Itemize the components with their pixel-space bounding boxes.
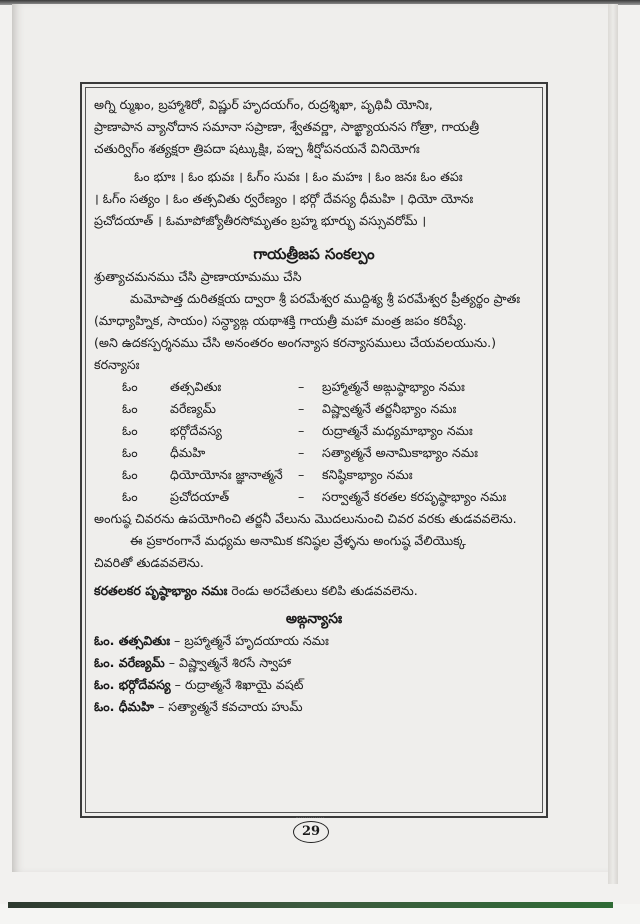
om-syllable: ఓం xyxy=(122,379,138,394)
karanyasa-row xyxy=(94,442,534,464)
nyasa-meaning: బ్రహ్మాత్మనే అఙ్గుష్ఠాభ్యాం నమః xyxy=(322,379,465,394)
mantra-part: ప్రచోదయాత్ xyxy=(170,489,230,504)
om-syllable: ఓం xyxy=(122,423,138,438)
nyasa-meaning: రుద్రాత్మనే మధ్యమాభ్యాం నమః xyxy=(322,423,473,438)
anganyasa-row xyxy=(94,696,534,718)
anganyasa-meaning: – బ్రహ్మాత్మనే హృదయాయ నమః xyxy=(170,633,329,648)
om-syllable: ఓం xyxy=(122,445,138,460)
nyasa-meaning: సత్యాత్మనే అనామికాభ్యాం నమః xyxy=(322,445,478,460)
karanyasa-label: కరన్యాసః xyxy=(94,357,140,372)
text-frame xyxy=(80,82,548,818)
sankalpam-line: మమోపాత్త దురితక్షయ ద్వారా శ్రీ పరమేశ్వర ముద్దిశ్య శ్రీ పరమేశ్వర ప్రీత్యర్థం ప్రాతః xyxy=(130,291,521,306)
om-syllable: ఓం xyxy=(122,401,138,416)
anganyasa-row xyxy=(94,630,534,652)
karatala-line xyxy=(94,580,534,602)
separator-dash: – xyxy=(298,401,305,416)
anganyasa-mantra: ఓం. వరేణ్యమ్ xyxy=(94,655,165,670)
sankalpam-line: (అని ఉదకస్పర్శనము చేసి అనంతరం అంగన్యాస కరన్యాసములు చేయవలయును.) xyxy=(94,335,496,350)
sankalpam-line: శ్రుత్యాచమనము చేసి ప్రాణాయామము చేసి xyxy=(94,269,302,284)
mantra-part: ధీమహి xyxy=(170,445,206,460)
separator-dash: – xyxy=(298,379,305,394)
intro-line: అగ్ని ర్ముఖం, బ్రహ్మాశిరో, విష్ణుర్ హృదయగ్ం, రుద్రశ్శిఖా, పృథివీ యోనిః, xyxy=(94,97,433,112)
mantra-line: ప్రచోదయాత్ । ఓమాపోజ్యోతీరసోమృతం బ్రహ్మ భూర్భు వస్సువరోమ్ । xyxy=(94,213,427,228)
karanyasa-row xyxy=(94,376,534,398)
karatala-instruction: రెండు అరచేతులు కలిపి తుడవవలెను. xyxy=(227,583,418,598)
separator-dash: – xyxy=(298,489,305,504)
instruction-line: ఈ ప్రకారంగానే మధ్యమ అనామిక కనిష్ఠల వ్రేళ్ళను అంగుష్ఠ వేలియొక్క xyxy=(130,533,466,548)
mantra-line: ఓం భూః । ఓం భువః । ఓగ్ం సువః । ఓం మహః । ఓం జనః ఓం తపః xyxy=(134,169,463,184)
nyasa-meaning: కనిష్ఠికాభ్యాం నమః xyxy=(322,467,413,482)
separator-dash: – xyxy=(298,423,305,438)
page-number: 29 xyxy=(293,821,329,843)
anganyasa-heading: అఙ్గన్యాసః xyxy=(285,611,343,627)
nyasa-meaning: విష్ణ్వాత్మనే తర్జనీభ్యాం నమః xyxy=(322,401,457,416)
instruction-line: చివరితో తుడవవలెను. xyxy=(94,555,204,570)
anganyasa-meaning: – సత్యాత్మనే కవచాయ హుమ్ xyxy=(153,699,303,714)
mantra-part: ధియోయోనః జ్ఞానాత్మనే xyxy=(170,467,283,482)
separator-dash: – xyxy=(298,467,305,482)
karanyasa-row xyxy=(94,398,534,420)
karanyasa-row xyxy=(94,464,534,486)
om-syllable: ఓం xyxy=(122,489,138,504)
anganyasa-row xyxy=(94,674,534,696)
page-number-ornament xyxy=(296,817,324,818)
mantra-part: భర్గోదేవస్య xyxy=(170,423,222,438)
anganyasa-mantra: ఓం. భర్గోదేవస్య xyxy=(94,677,171,692)
sankalpam-line: (మాధ్యాహ్నిక, సాయం) సన్ధ్యాఙ్గ యథాశక్తి గాయత్రీ మహా మంత్ర జపం కరిష్యే. xyxy=(94,313,467,328)
separator-dash: – xyxy=(298,445,305,460)
anganyasa-mantra: ఓం. ధీమహి xyxy=(94,699,154,714)
anganyasa-meaning: – రుద్రాత్మనే శిఖాయై వషట్ xyxy=(170,677,304,692)
anganyasa-mantra: ఓం. తత్సవితుః xyxy=(94,633,171,648)
book-cover-edge xyxy=(8,902,613,908)
mantra-line: । ఓగ్ం సత్యం । ఓం తత్సవితు ర్వరేణ్యం । భర్గో దేవస్య ధీమహి । ధియో యోనః xyxy=(94,191,474,206)
page-stack-edge xyxy=(608,4,618,884)
karanyasa-row xyxy=(94,486,534,508)
mantra-part: వరేణ్యమ్ xyxy=(170,401,216,416)
intro-line: చతుర్విగ్ం శత్యక్షరా త్రిపదా షట్కుక్షిః, పఞ్చ శీర్షోపనయనే వినియోగః xyxy=(94,141,420,156)
text-frame-inner xyxy=(85,87,543,813)
anganyasa-meaning: – విష్ణ్వాత్మనే శిరసే స్వాహా xyxy=(164,655,291,670)
mantra-part: తత్సవితుః xyxy=(170,379,222,394)
om-syllable: ఓం xyxy=(122,467,138,482)
nyasa-meaning: సర్వాత్మనే కరతల కరపృష్ఠాభ్యాం నమః xyxy=(322,489,507,504)
intro-line: ప్రాణాపాన వ్యానోదాన సమానా సప్రాణా, శ్వేతవర్ణా, సాఙ్ఖ్యాయనస గోత్రా, గాయత్రీ xyxy=(94,119,480,134)
sankalpam-heading: గాయత్రీజప సంకల్పం xyxy=(253,245,375,263)
karanyasa-row xyxy=(94,420,534,442)
instruction-line: అంగుష్ఠ చివరను ఉపయోగించి తర్జనీ వేలును మొదలునుంచి చివర వరకు తుడవవలెను. xyxy=(94,511,517,526)
karatala-mantra: కరతలకర పృష్ఠాభ్యాం నమః xyxy=(94,583,228,598)
anganyasa-row xyxy=(94,652,534,674)
